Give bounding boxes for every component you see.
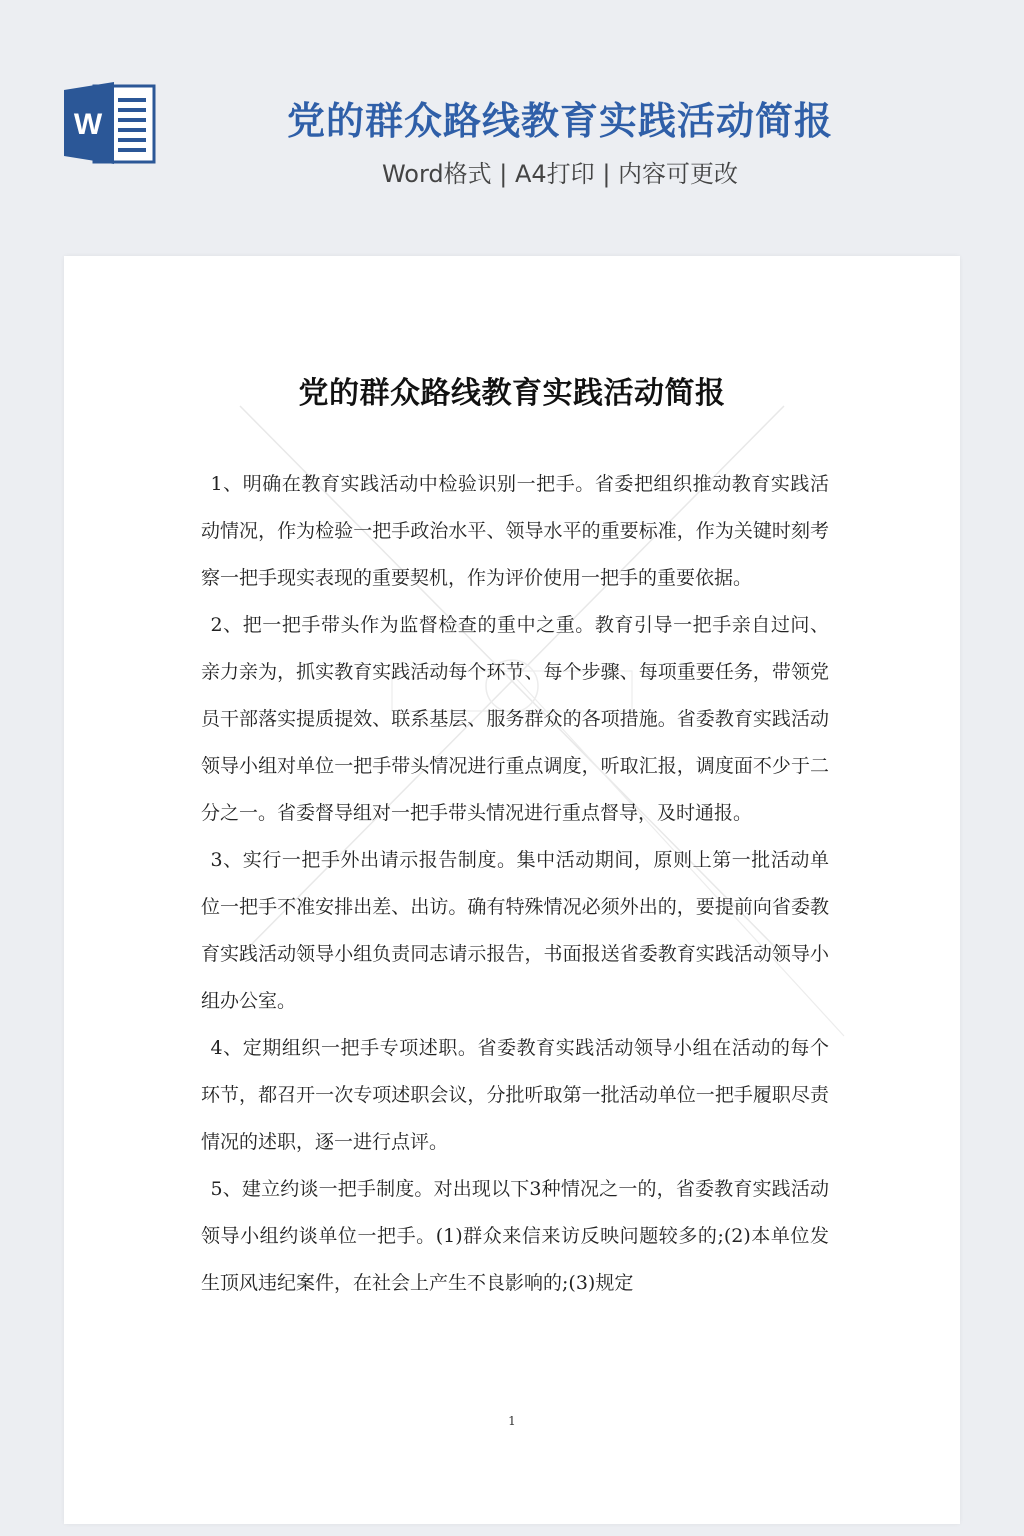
paragraph-3: 3、实行一把手外出请示报告制度。集中活动期间，原则上第一批活动单位一把手不准安排出差、出访。确有特殊情况必须外出的，要提前向省委教育实践活动领导小组负责同志请示报告，书面报送省委教育实践活动领导小组办公室。 <box>201 849 829 1012</box>
document-title: 党的群众路线教育实践活动简报 <box>298 376 726 411</box>
document-body <box>201 461 829 1307</box>
paragraph-4: 4、定期组织一把手专项述职。省委教育实践活动领导小组在活动的每个环节，都召开一次专项述职会议，分批听取第一批活动单位一把手履职尽责情况的述职，逐一进行点评。 <box>201 1037 829 1153</box>
paragraph-2: 2、把一把手带头作为监督检查的重中之重。教育引导一把手亲自过问、亲力亲为，抓实教育实践活动每个环节、每个步骤、每项重要任务，带领党员干部落实提质提效、联系基层、服务群众的各项措施。省委教育实践活动领导小组对单位一把手带头情况进行重点调度，听取汇报，调度面不少于二分之一。省委督导组对一把手带头情况进行重点督导，及时通报。 <box>201 614 829 824</box>
paragraph-5: 5、建立约谈一把手制度。对出现以下3种情况之一的，省委教育实践活动领导小组约谈单位一把手。(1)群众来信来访反映问题较多的;(2)本单位发生顶风违纪案件，在社会上产生不良影响的;(3)规定 <box>201 1178 829 1294</box>
word-icon-letter: W <box>73 108 103 141</box>
header-subtitle: Word格式 | A4打印 | 内容可更改 <box>381 160 739 188</box>
paragraph-1: 1、明确在教育实践活动中检验识别一把手。省委把组织推动教育实践活动情况，作为检验一把手政治水平、领导水平的重要标准，作为关键时刻考察一把手现实表现的重要契机，作为评价使用一把手的重要依据。 <box>201 473 829 589</box>
header-title: 党的群众路线教育实践活动简报 <box>286 99 833 143</box>
document-page <box>64 256 960 1524</box>
header <box>0 0 1024 256</box>
word-document-icon <box>64 80 156 166</box>
page-number: 1 <box>508 1414 516 1428</box>
